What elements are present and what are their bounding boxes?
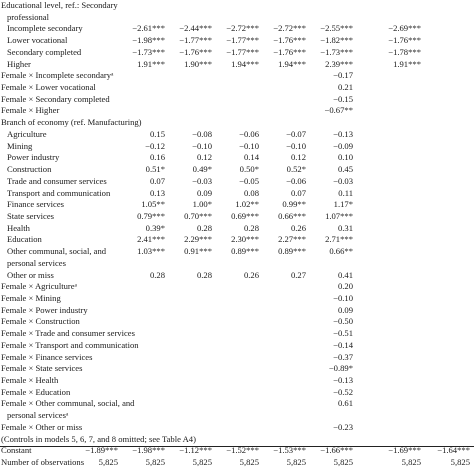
coefficient-cell: −0.17 (333, 70, 353, 81)
coefficient-cell: 0.39* (145, 222, 165, 233)
coefficient-cell: 5,825 (239, 457, 259, 468)
row-label: Education (7, 234, 42, 245)
coefficient-cell: 0.07 (149, 175, 165, 186)
coefficient-cell: −0.10 (192, 140, 212, 151)
row-label: Transport and communication (7, 187, 111, 198)
coefficient-cell: −0.51 (333, 328, 353, 339)
table-row (0, 328, 474, 339)
coefficient-cell: −0.13 (333, 128, 353, 139)
row-label: Female × Higher (1, 105, 60, 116)
row-label: Female × Secondary completed (1, 93, 110, 104)
coefficient-cell: −1.73*** (320, 46, 353, 57)
coefficient-cell: 0.16 (149, 152, 165, 163)
table-row (0, 434, 474, 445)
coefficient-cell: −1.77*** (179, 35, 212, 46)
coefficient-cell: 0.12 (290, 152, 306, 163)
table-row (0, 164, 474, 175)
table-row (0, 410, 474, 421)
row-label: Agriculture (7, 128, 47, 139)
row-label: Constant (1, 445, 32, 456)
coefficient-cell: −2.44*** (179, 23, 212, 34)
coefficient-cell: 0.13 (149, 187, 165, 198)
coefficient-cell: −0.08 (192, 128, 212, 139)
table-row (0, 188, 474, 199)
row-label: Other communal, social, and (7, 246, 107, 257)
coefficient-cell: −1.76*** (273, 35, 306, 46)
coefficient-cell: −1.53*** (273, 445, 306, 456)
coefficient-cell: 0.49* (192, 164, 212, 175)
table-row (0, 352, 474, 363)
row-label: Female × Power industry (1, 304, 88, 315)
coefficient-cell: 5,825 (98, 457, 118, 468)
coefficient-cell: 0.89*** (278, 246, 306, 257)
row-label: Higher (7, 58, 31, 69)
table-row (0, 398, 474, 409)
coefficient-cell: 0.08 (243, 187, 259, 198)
table-row (0, 445, 474, 456)
row-label: Incomplete secondary (7, 23, 83, 34)
coefficient-cell: 0.26 (243, 269, 259, 280)
coefficient-cell: −0.67** (324, 105, 353, 116)
coefficient-cell: 2.71*** (325, 234, 353, 245)
coefficient-cell: −2.55*** (320, 23, 353, 34)
coefficient-cell: 0.28 (196, 222, 212, 233)
coefficient-cell: −0.12 (145, 140, 165, 151)
coefficient-cell: 0.28 (196, 269, 212, 280)
coefficient-cell: −1.64*** (437, 445, 470, 456)
coefficient-cell: −0.37 (333, 351, 353, 362)
coefficient-cell: 0.10 (337, 152, 353, 163)
coefficient-cell: −1.78*** (388, 46, 421, 57)
table-row (0, 293, 474, 304)
table-row (0, 340, 474, 351)
coefficient-cell: 2.27*** (278, 234, 306, 245)
coefficient-cell: 5,825 (450, 457, 470, 468)
coefficient-cell: 2.39*** (325, 58, 353, 69)
coefficient-cell: 0.27 (290, 269, 306, 280)
table-row (0, 94, 474, 105)
coefficient-cell: 1.91*** (393, 58, 421, 69)
coefficient-cell: −1.12*** (179, 445, 212, 456)
coefficient-cell: −2.69*** (388, 23, 421, 34)
table-row (0, 363, 474, 374)
coefficient-cell: 0.99** (282, 199, 306, 210)
coefficient-cell: −1.76*** (388, 35, 421, 46)
table-row (0, 35, 474, 46)
coefficient-cell: 0.61 (337, 398, 353, 409)
row-label: Branch of economy (ref. Manufacturing) (1, 117, 142, 128)
table-row (0, 375, 474, 386)
table-row (0, 211, 474, 222)
coefficient-cell: 1.05** (141, 199, 165, 210)
row-label: (Controls in models 5, 6, 7, and 8 omitted; see Table A4) (1, 433, 196, 444)
row-label: Female × Other or miss (1, 421, 83, 432)
coefficient-cell: 5,825 (401, 457, 421, 468)
table-row (0, 246, 474, 257)
table-row (0, 59, 474, 70)
row-label: Finance services (7, 199, 65, 210)
coefficient-cell: 0.70*** (184, 210, 212, 221)
table-row (0, 457, 474, 468)
table-row (0, 223, 474, 234)
row-label: personal servicesᵃ (7, 410, 69, 421)
coefficient-cell: −0.13 (333, 375, 353, 386)
coefficient-cell: −0.06 (286, 175, 306, 186)
coefficient-cell: 5,825 (333, 457, 353, 468)
row-label: Power industry (7, 152, 60, 163)
coefficient-cell: −0.52 (333, 386, 353, 397)
row-label: Secondary completed (7, 46, 82, 57)
coefficient-cell: 1.17* (333, 199, 353, 210)
table-row (0, 316, 474, 327)
coefficient-cell: −1.52*** (226, 445, 259, 456)
row-label: Female × Mining (1, 293, 61, 303)
coefficient-cell: −1.76*** (273, 46, 306, 57)
coefficient-cell: 1.94*** (278, 58, 306, 69)
coefficient-cell: 0.66** (329, 246, 353, 257)
table-row (0, 105, 474, 116)
coefficient-cell: 0.11 (338, 187, 353, 198)
coefficient-cell: 5,825 (192, 457, 212, 468)
coefficient-cell: 1.91*** (137, 58, 165, 69)
coefficient-cell: −1.77*** (226, 35, 259, 46)
coefficient-cell: 0.51* (145, 164, 165, 175)
row-label: personal services (7, 257, 66, 268)
coefficient-cell: 0.07 (290, 187, 306, 198)
row-label: Health (7, 222, 30, 233)
coefficient-cell: −0.05 (239, 175, 259, 186)
coefficient-cell: 5,825 (145, 457, 165, 468)
coefficient-cell: 5,825 (286, 457, 306, 468)
coefficient-cell: −1.66*** (320, 445, 353, 456)
coefficient-cell: 1.03*** (137, 246, 165, 257)
table-row (0, 23, 474, 34)
coefficient-cell: −0.07 (286, 128, 306, 139)
coefficient-cell: 0.41 (337, 269, 353, 280)
coefficient-cell: 0.89*** (231, 246, 259, 257)
coefficient-cell: −1.82*** (320, 35, 353, 46)
coefficient-cell: 0.28 (243, 222, 259, 233)
coefficient-cell: −0.03 (333, 175, 353, 186)
row-label: Female × Transport and communication (1, 339, 139, 350)
row-label: Mining (7, 140, 33, 151)
coefficient-cell: 2.41*** (137, 234, 165, 245)
row-label: Female × Education (1, 386, 71, 397)
coefficient-cell: 1.07*** (325, 210, 353, 221)
coefficient-cell: 0.20 (337, 281, 353, 292)
coefficient-cell: 0.26 (290, 222, 306, 233)
coefficient-cell: 0.31 (337, 222, 353, 233)
coefficient-cell: −0.15 (333, 93, 353, 104)
row-label: Female × Construction (1, 316, 80, 327)
row-label: professional (7, 11, 50, 22)
coefficient-cell: 0.79*** (137, 210, 165, 221)
row-label: Female × Trade and consumer services (1, 328, 135, 339)
coefficient-cell: −0.23 (333, 421, 353, 432)
table-row (0, 141, 474, 152)
coefficient-cell: −1.77*** (226, 46, 259, 57)
coefficient-cell: 2.29*** (184, 234, 212, 245)
coefficient-cell: 0.09 (196, 187, 212, 198)
table-row (0, 199, 474, 210)
row-label: Educational level, ref.: Secondary (1, 0, 118, 10)
table-row (0, 47, 474, 58)
coefficient-cell: −2.61*** (132, 23, 165, 34)
row-label: State services (7, 210, 55, 221)
coefficient-cell: 2.30*** (231, 234, 259, 245)
table-row (0, 176, 474, 187)
table-row (0, 422, 474, 433)
table-row (0, 70, 474, 81)
row-label: Other or miss (7, 269, 54, 280)
table-row (0, 258, 474, 269)
coefficient-cell: −1.69*** (388, 445, 421, 456)
table-row (0, 129, 474, 140)
row-label: Number of observations (1, 457, 85, 468)
coefficient-cell: 0.21 (337, 82, 353, 93)
coefficient-cell: 1.02** (235, 199, 259, 210)
coefficient-cell: 1.94*** (231, 58, 259, 69)
row-label: Trade and consumer services (7, 175, 107, 186)
row-label: Construction (7, 164, 52, 175)
coefficient-cell: 0.28 (149, 269, 165, 280)
coefficient-cell: 0.50* (239, 164, 259, 175)
coefficient-cell: −1.98*** (132, 35, 165, 46)
coefficient-cell: 0.45 (337, 164, 353, 175)
coefficient-cell: −0.06 (239, 128, 259, 139)
coefficient-cell: 0.52* (286, 164, 306, 175)
coefficient-cell: −0.50 (333, 316, 353, 327)
row-label: Female × Finance services (1, 351, 93, 362)
coefficient-cell: −0.10 (239, 140, 259, 151)
coefficient-cell: 1.90*** (184, 58, 212, 69)
coefficient-cell: 0.15 (149, 128, 165, 139)
coefficient-cell: −1.76*** (179, 46, 212, 57)
coefficient-cell: 1.00* (192, 199, 212, 210)
coefficient-cell: −1.73*** (132, 46, 165, 57)
row-label: Female × State services (1, 363, 83, 374)
coefficient-cell: −0.03 (192, 175, 212, 186)
row-label: Lower vocational (7, 35, 68, 46)
table-row (0, 305, 474, 316)
coefficient-cell: −2.72*** (273, 23, 306, 34)
row-label: Female × Other communal, social, and (1, 398, 135, 409)
table-row (0, 82, 474, 93)
table-row (0, 387, 474, 398)
coefficient-cell: −0.10 (286, 140, 306, 151)
coefficient-cell: 0.12 (196, 152, 212, 163)
coefficient-cell: 0.66*** (278, 210, 306, 221)
coefficient-cell: 0.14 (243, 152, 259, 163)
coefficient-cell: −1.98*** (132, 445, 165, 456)
table-row (0, 117, 474, 128)
row-label: Female × Lower vocational (1, 82, 96, 93)
coefficient-cell: −0.89* (328, 363, 353, 374)
coefficient-cell: 0.09 (337, 304, 353, 315)
coefficient-cell: −0.09 (333, 140, 353, 151)
coefficient-cell: −2.72*** (226, 23, 259, 34)
row-label: Female × Health (1, 375, 59, 386)
row-label: Female × Agricultureᵃ (1, 281, 77, 292)
table-row (0, 270, 474, 281)
table-row (0, 0, 474, 11)
coefficient-cell: −0.10 (333, 293, 353, 303)
table-row (0, 152, 474, 163)
row-label: Female × Incomplete secondaryᵃ (1, 70, 114, 81)
coefficient-cell: −0.14 (333, 339, 353, 350)
table-row (0, 12, 474, 23)
coefficient-cell: −1.89*** (85, 445, 118, 456)
coefficient-cell: 0.69*** (231, 210, 259, 221)
table-row (0, 234, 474, 245)
table-row (0, 281, 474, 292)
coefficient-cell: 0.91*** (184, 246, 212, 257)
